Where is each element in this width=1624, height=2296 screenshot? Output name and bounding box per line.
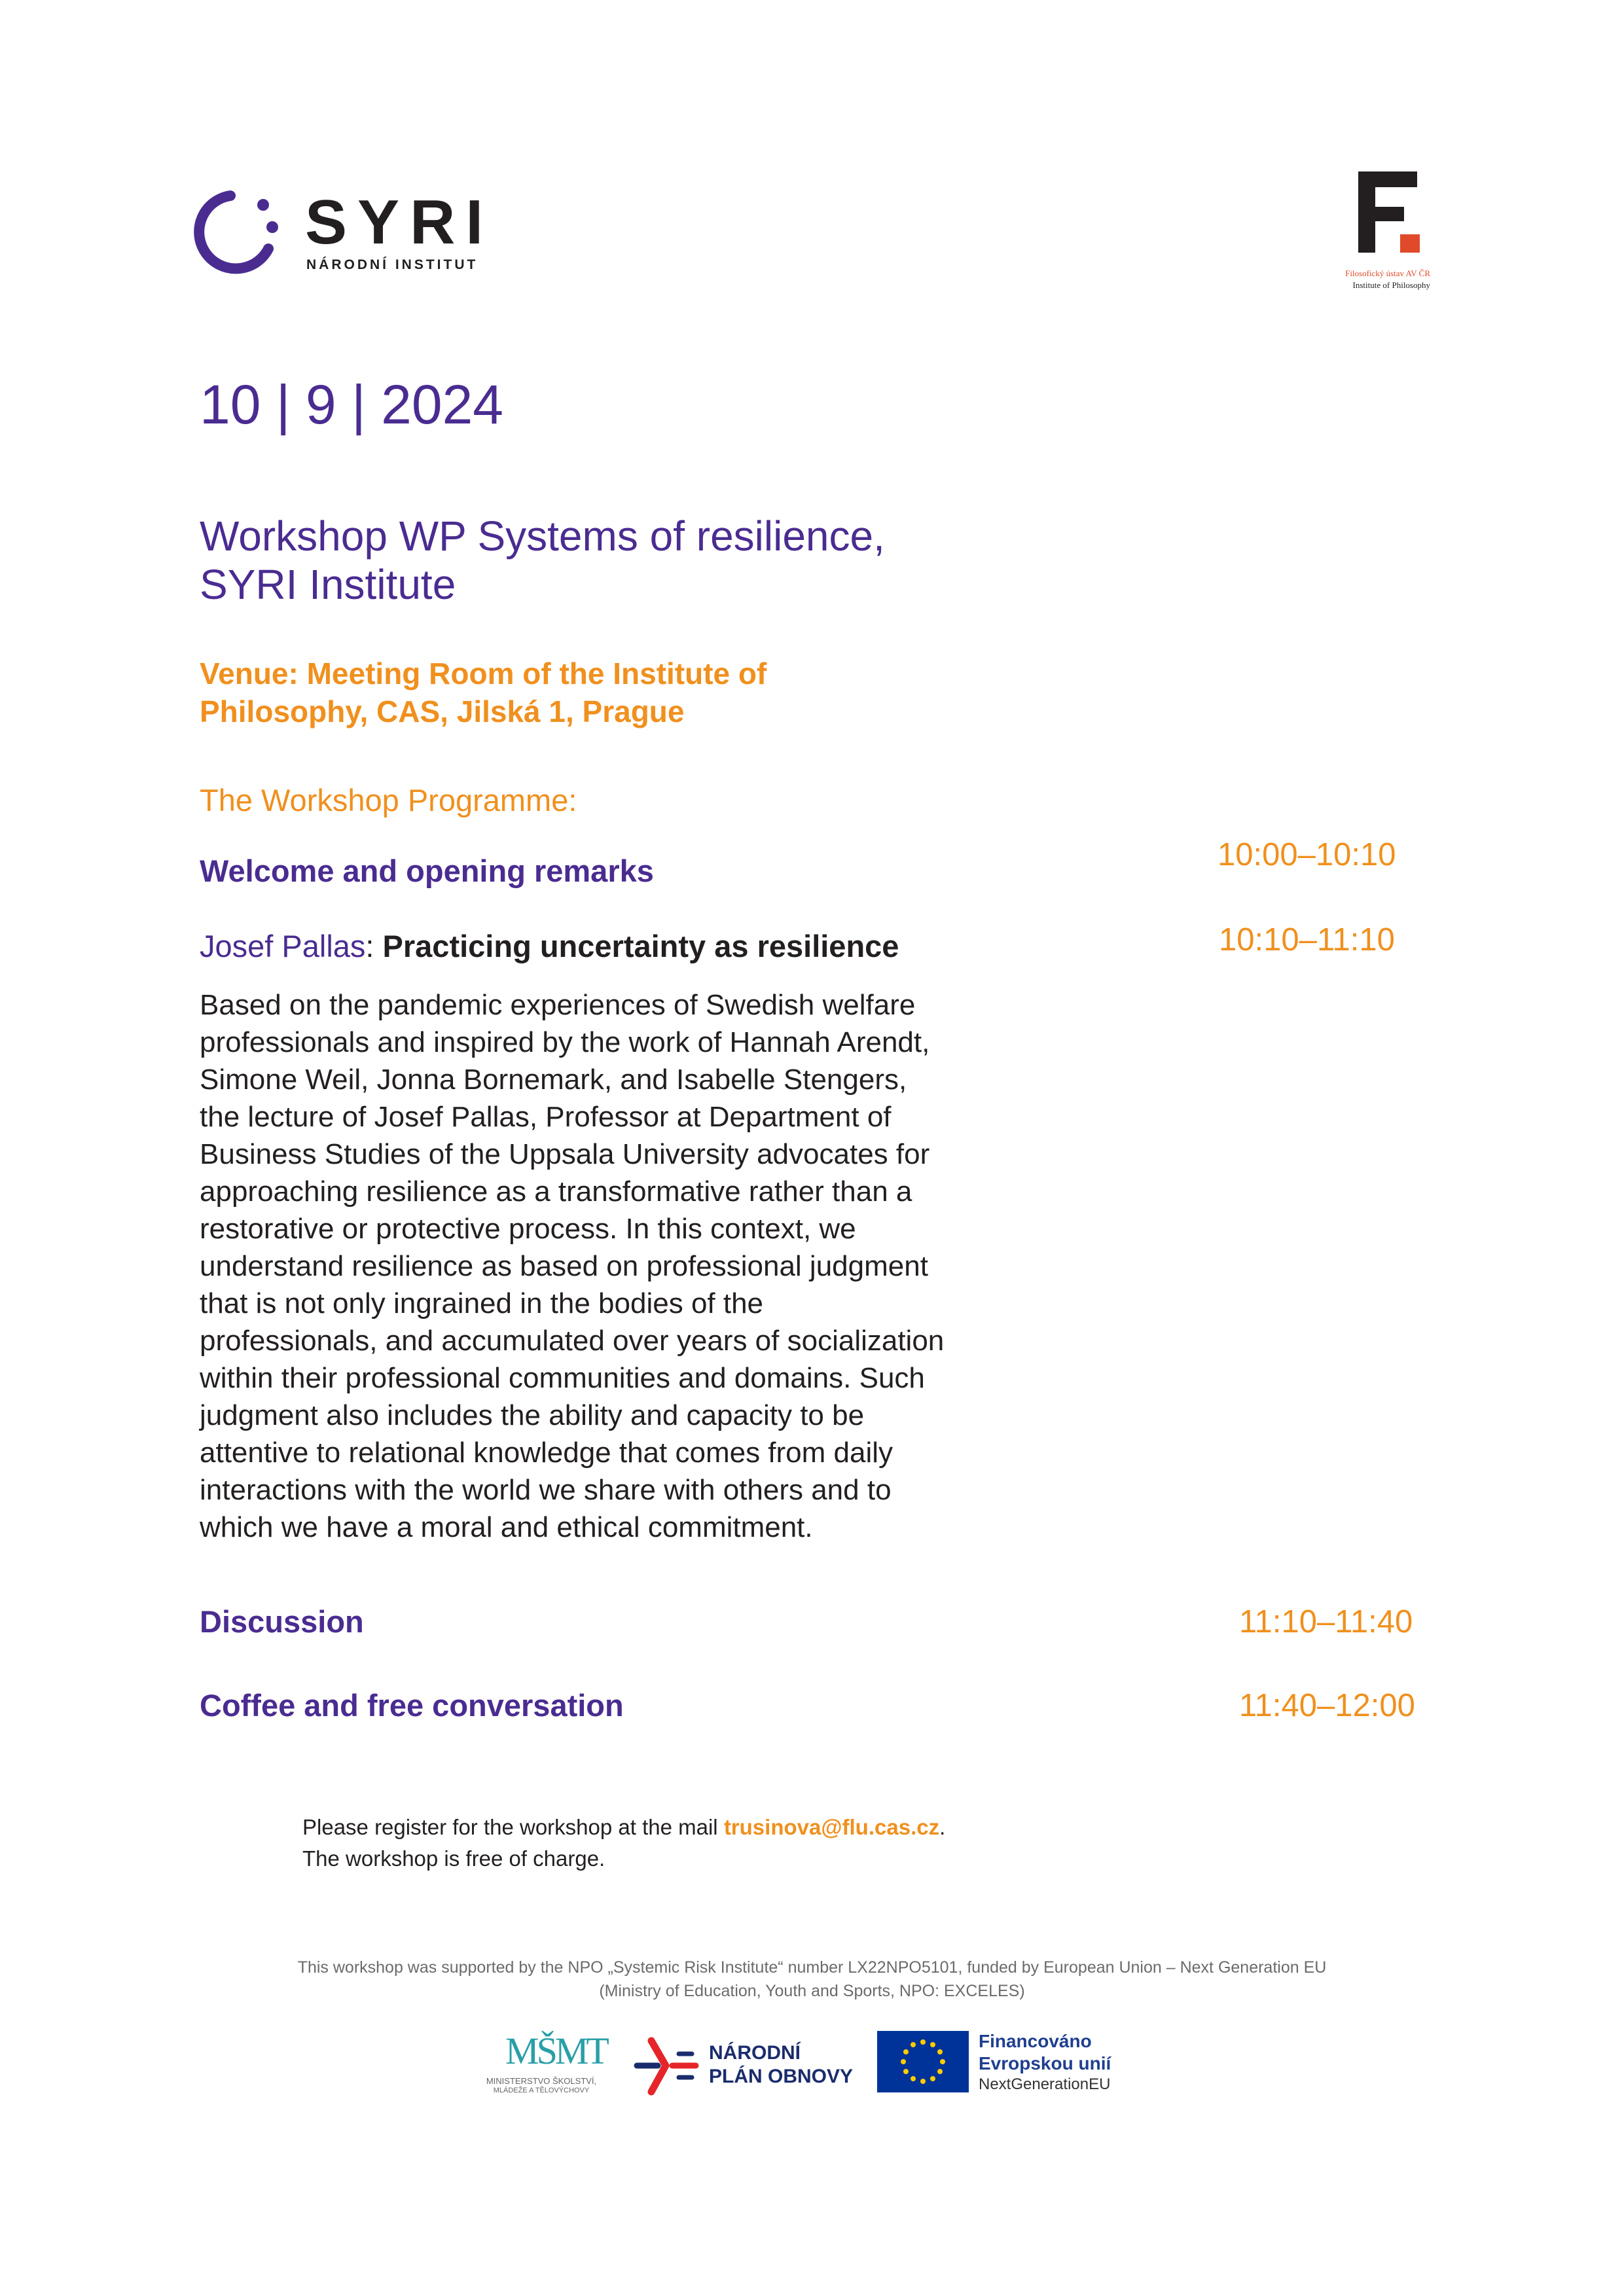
- programme-item-talk: [200, 928, 899, 964]
- eu-line2: Evropskou unií: [979, 2053, 1111, 2073]
- registration-line1: [302, 1812, 945, 1843]
- abstract-line: interactions with the world we share with others and to: [200, 1474, 892, 1506]
- abstract-line: professionals and inspired by the work of Hannah Arendt,: [200, 1026, 930, 1058]
- abstract-line: which we have a moral and ethical commitment.: [200, 1511, 813, 1543]
- abstract-line: professionals, and accumulated over years of socialization: [200, 1325, 945, 1357]
- npo-line1: NÁRODNÍ: [709, 2042, 801, 2064]
- abstract-line: judgment also includes the ability and capacity to be: [200, 1399, 865, 1431]
- abstract-line: that is not only ingrained in the bodies of the: [200, 1287, 764, 1319]
- eu-flag-icon: [877, 2031, 969, 2092]
- support-line1: This workshop was supported by the NPO „Systemic Risk Institute“ number LX22NPO5101, funded by European Union – Next Generation EU: [297, 1958, 1327, 1977]
- syri-wordmark: SYRI: [305, 187, 494, 257]
- flu-name-en: Institute of Philosophy: [1352, 280, 1430, 290]
- talk-abstract: [200, 986, 1051, 1546]
- talk-title: Practicing uncertainty as resilience: [382, 929, 899, 963]
- support-line2: (Ministry of Education, Youth and Sports, NPO: EXCELES): [599, 1982, 1025, 2000]
- abstract-line: restorative or protective process. In this context, we: [200, 1213, 856, 1245]
- support-note: [0, 1956, 1624, 2003]
- registration-punct: .: [939, 1815, 946, 1839]
- abstract-line: approaching resilience as a transformative rather than a: [200, 1175, 912, 1208]
- venue-line2: Philosophy, CAS, Jilská 1, Prague: [200, 694, 685, 728]
- syri-ring-icon: [190, 187, 281, 278]
- programme-item-coffee: Coffee and free conversation: [200, 1688, 624, 1723]
- eu-funding-logo: [877, 2026, 1152, 2101]
- programme-time-discussion: 11:10–11:40: [1239, 1604, 1413, 1640]
- eu-line3: NextGenerationEU: [979, 2075, 1111, 2093]
- programme-heading: The Workshop Programme:: [200, 783, 577, 817]
- programme-item-welcome: Welcome and opening remarks: [200, 853, 654, 888]
- msmt-mark: MŠMT: [505, 2030, 607, 2072]
- npo-logo: [632, 2029, 867, 2101]
- registration-text: Please register for the workshop at the mail: [302, 1815, 724, 1839]
- programme-item-discussion: Discussion: [200, 1604, 364, 1639]
- registration-line2: The workshop is free of charge.: [302, 1846, 605, 1871]
- event-date: 10 | 9 | 2024: [200, 374, 504, 435]
- npo-arrows-icon: [632, 2036, 700, 2098]
- event-venue: [200, 655, 985, 730]
- abstract-line: understand resilience as based on professional judgment: [200, 1250, 928, 1282]
- programme-time-welcome: 10:00–10:10: [1218, 837, 1396, 872]
- registration-email-link[interactable]: trusinova@flu.cas.cz: [723, 1815, 940, 1839]
- institute-of-philosophy-logo: [1306, 171, 1437, 302]
- abstract-line: Simone Weil, Jonna Bornemark, and Isabelle Stengers,: [200, 1064, 907, 1096]
- abstract-line: attentive to relational knowledge that comes from daily: [200, 1437, 893, 1469]
- flu-f-icon: [1345, 171, 1430, 263]
- abstract-line: Business Studies of the Uppsala University advocates for: [200, 1138, 930, 1170]
- talk-separator: :: [365, 929, 374, 963]
- programme-time-coffee: 11:40–12:00: [1239, 1688, 1415, 1723]
- msmt-logo: [466, 2029, 617, 2101]
- msmt-line2: MLÁDEŽE A TĚLOVÝCHOVY: [493, 2087, 590, 2094]
- flu-name-cz: Filosofický ústav AV ČR: [1345, 268, 1430, 278]
- npo-line2: PLÁN OBNOVY: [709, 2066, 854, 2087]
- event-title-line2: SYRI Institute: [200, 561, 456, 608]
- registration-note: [302, 1812, 945, 1874]
- msmt-line1: MINISTERSTVO ŠKOLSTVÍ,: [486, 2076, 597, 2086]
- abstract-line: the lecture of Josef Pallas, Professor at Department of: [200, 1101, 892, 1133]
- event-title-line1: Workshop WP Systems of resilience,: [200, 512, 885, 560]
- syri-logo: [190, 187, 504, 278]
- abstract-line: within their professional communities and domains. Such: [200, 1362, 925, 1394]
- event-title: [200, 512, 1182, 609]
- eu-line1: Financováno: [979, 2031, 1092, 2051]
- syri-subtitle: NÁRODNÍ INSTITUT: [306, 257, 478, 272]
- venue-line1: Venue: Meeting Room of the Institute of: [200, 656, 767, 691]
- abstract-line: Based on the pandemic experiences of Swedish welfare: [200, 989, 916, 1021]
- talk-speaker: Josef Pallas: [200, 929, 366, 963]
- programme-time-talk: 10:10–11:10: [1219, 922, 1395, 958]
